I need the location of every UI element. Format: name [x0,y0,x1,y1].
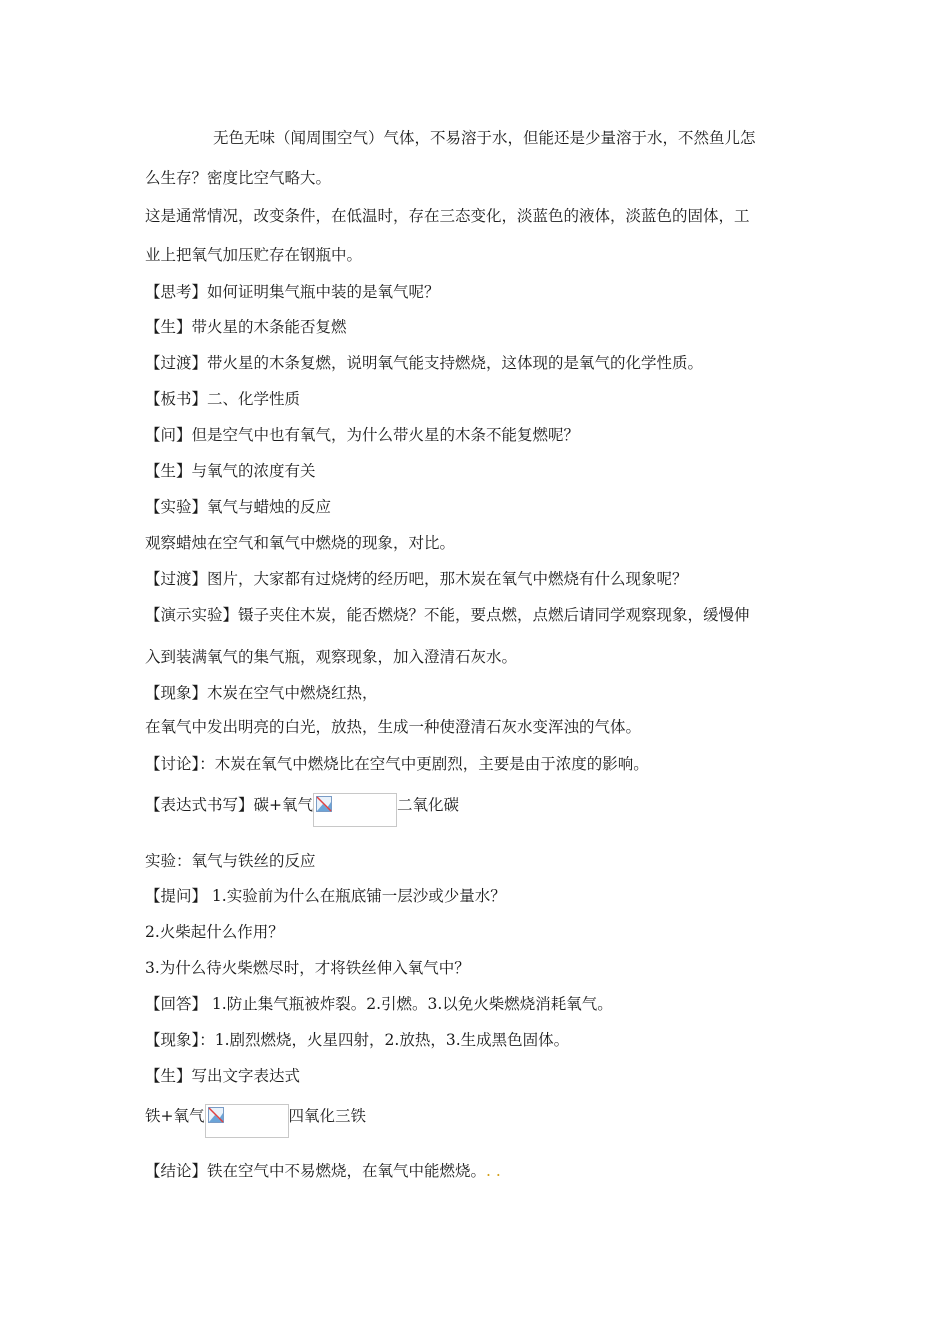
para-line: 【演示实验】镊子夹住木炭，能否燃烧？不能，要点燃，点燃后请同学观察现象，缓慢伸 [145,606,750,624]
para-line: 【生】带火星的木条能否复燃 [145,318,347,336]
broken-image-icon [208,1107,224,1123]
conclusion-part2: 在氧气中能燃烧。 [362,1162,487,1180]
para-line: 实验：氧气与铁丝的反应 [145,852,316,870]
equation-right: 四氧化三铁 [288,1107,367,1125]
equation-left: 【表达式书写】碳+氧气 [145,796,313,814]
para-line: 【讨论】：木炭在氧气中燃烧比在空气中更剧烈，主要是由于浓度的影响。 [145,755,649,773]
broken-image-icon [316,796,332,812]
para-line: 么生存？密度比空气略大。 [145,169,332,187]
para-line: 观察蜡烛在空气和氧气中燃烧的现象，对比。 [145,534,456,552]
para-line: 【提问】 1.实验前为什么在瓶底铺一层沙或少量水？ [145,887,506,905]
para-line: 【回答】 1.防止集气瓶被炸裂。2.引燃。3.以免火柴燃烧消耗氧气。 [145,995,613,1013]
conclusion-part1: 【结论】铁在空气中不易燃烧， [145,1162,363,1180]
equation-carbon [145,795,459,827]
para-line: 业上把氧气加压贮存在钢瓶中。 [145,246,363,264]
decorative-dots: . . [486,1162,501,1180]
para-line: 【生】与氧气的浓度有关 [145,462,316,480]
para-line: 【过渡】图片，大家都有过烧烤的经历吧，那木炭在氧气中燃烧有什么现象呢？ [145,570,688,588]
para-line: 【现象】：1.剧烈燃烧，火星四射，2.放热，3.生成黑色固体。 [145,1031,570,1049]
para-line: 【思考】如何证明集气瓶中装的是氧气呢？ [145,283,440,301]
para-line: 在氧气中发出明亮的白光，放热，生成一种使澄清石灰水变浑浊的气体。 [145,718,642,736]
para-line: 3.为什么待火柴燃尽时，才将铁丝伸入氧气中？ [145,959,470,977]
equation-left: 铁+氧气 [145,1107,205,1125]
para-line: 【板书】二、化学性质 [145,390,301,408]
para-line: 【问】但是空气中也有氧气，为什么带火星的木条不能复燃呢？ [145,426,580,444]
para-line: 【现象】木炭在空气中燃烧红热， [145,684,378,702]
para-line: 入到装满氧气的集气瓶，观察现象，加入澄清石灰水。 [145,648,518,666]
para-line: 2.火柴起什么作用？ [145,923,284,941]
para-line: 这是通常情况，改变条件，在低温时，存在三态变化，淡蓝色的液体，淡蓝色的固体，工 [145,207,750,225]
para-line: 【过渡】带火星的木条复燃，说明氧气能支持燃烧，这体现的是氧气的化学性质。 [145,354,704,372]
para-line: 【生】写出文字表达式 [145,1067,301,1085]
broken-image-placeholder [313,793,397,827]
para-line: 【实验】氧气与蜡烛的反应 [145,498,332,516]
equation-iron [145,1106,366,1138]
broken-image-placeholder [205,1104,289,1138]
equation-right: 二氧化碳 [397,796,460,814]
para-line: 无色无味（闻周围空气）气体，不易溶于水，但能还是少量溶于水，不然鱼儿怎 [213,129,756,147]
conclusion-line [145,1161,501,1181]
